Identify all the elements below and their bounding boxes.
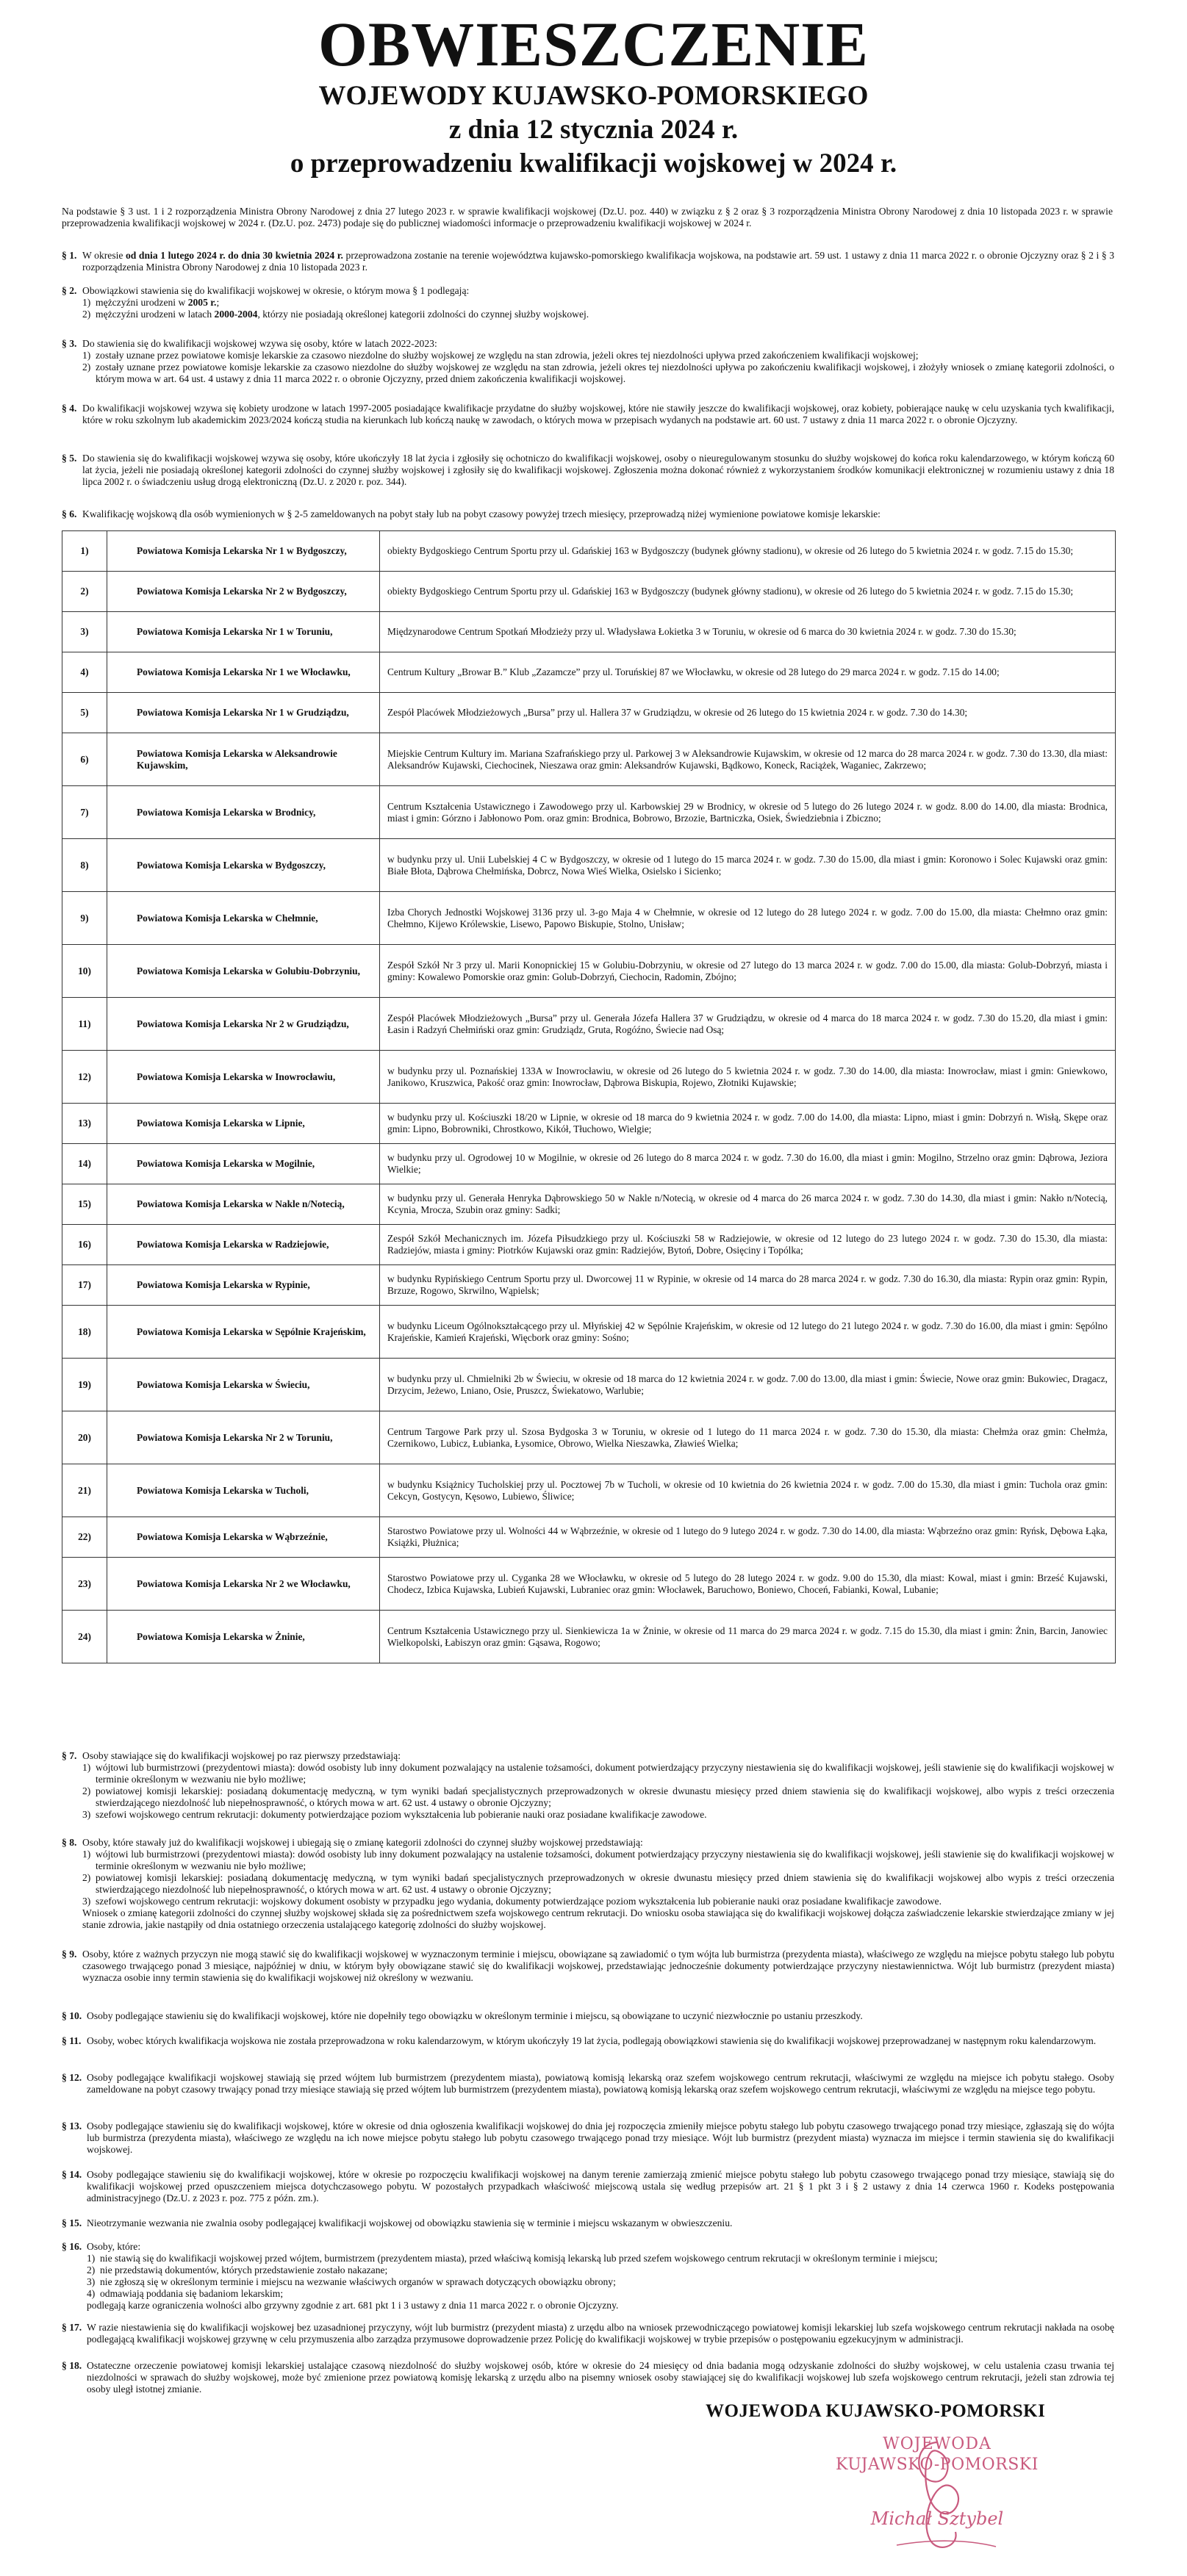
- commission-name: Powiatowa Komisja Lekarska w Brodnicy,: [107, 786, 380, 839]
- commission-name: Powiatowa Komisja Lekarska w Rypinie,: [107, 1265, 380, 1306]
- section-number: § 15.: [62, 2217, 82, 2228]
- row-number: 6): [62, 733, 107, 786]
- section-8: [62, 1837, 1114, 1931]
- table-row: [62, 1184, 1116, 1225]
- commission-location: Zespół Placówek Młodzieżowych „Bursa” przy ul. Generała Józefa Hallera 37 w Grudziądzu, w okresie od 4 marca do 18 marca 2024 r. w godz. 7.30 do 15.20, dla miast i gmin: Łasin i Radzyń Chełmiński oraz gmin: Grudziądz, Gruta, Rogóźno, Świecie nad Osą;: [380, 998, 1116, 1051]
- section-1: [62, 250, 1114, 273]
- section-number: § 9.: [62, 1949, 77, 1960]
- table-row: [62, 998, 1116, 1051]
- section-number: § 17.: [62, 2322, 82, 2333]
- section-6: [62, 508, 1114, 520]
- section-4: [62, 403, 1114, 426]
- table-row: [62, 1051, 1116, 1104]
- commission-name: Powiatowa Komisja Lekarska Nr 2 w Bydgoszczy,: [107, 572, 380, 612]
- commission-name: Powiatowa Komisja Lekarska w Wąbrzeźnie,: [107, 1517, 380, 1558]
- table-row: [62, 1411, 1116, 1464]
- commission-location: Centrum Kształcenia Ustawicznego przy ul. Sienkiewicza 1a w Żninie, w okresie od 11 marca do 29 marca 2024 r. w godz. 7.15 do 15.30, dla miast i gmin: Żnin, Barcin, Janowiec Wielkopolski, Łabiszyn oraz gmin: Gąsawa, Rogowo;: [380, 1611, 1116, 1663]
- section-number: § 12.: [62, 2072, 82, 2083]
- row-number: 5): [62, 693, 107, 733]
- section-5: [62, 453, 1114, 488]
- row-number: 7): [62, 786, 107, 839]
- row-number: 11): [62, 998, 107, 1051]
- section-text: Osoby, które:: [87, 2241, 141, 2252]
- row-number: 20): [62, 1411, 107, 1464]
- section-text: Osoby, które z ważnych przyczyn nie mogą stawić się do kwalifikacji wojskowej w wyznaczonym terminie i miejscu, obowiązane są zawiadomić o tym wójta lub burmistrza (prezydenta miasta), właściwego ze względu na miejsce pobytu stałego lub pobytu czasowego trwającego ponad 3 miesiące, najpóźniej w dniu, w którym były obowiązane stawić się do kwalifikacji wojskowej, przedstawiając jednocześnie dokumenty potwierdzające przyczyny niestawiennictwa. Wójt lub burmistrz (prezydent miasta) wyznacza osobie inny termin stawienia się do kwalifikacji wojskowej niż określony w wezwaniu.: [82, 1949, 1114, 1983]
- commission-location: w budynku przy ul. Poznańskiej 133A w Inowrocławiu, w okresie od 26 lutego do 5 kwietnia 2024 r. w godz. 7.30 do 14.00, dla miasta: Inowrocław, miast i gmin: Gniewkowo, Janikowo, Kruszwica, Pakość oraz gmin: Inowrocław, Dąbrowa Biskupia, Rojewo, Złotniki Kujawskie;: [380, 1051, 1116, 1104]
- list-item: 1) zostały uznane przez powiatowe komisje lekarskie za czasowo niezdolne do służby wojskowej ze względu na stan zdrowia, jeżeli okres tej niezdolności upływa przed zakończeniem kwalifikacji wojskowej;: [82, 350, 919, 361]
- section-text-bold: od dnia 1 lutego 2024 r. do dnia 30 kwietnia 2024 r.: [126, 250, 343, 261]
- table-row: [62, 1558, 1116, 1611]
- list-item: 4) odmawiają poddania się badaniom lekarskim;: [87, 2288, 284, 2299]
- row-number: 14): [62, 1144, 107, 1184]
- table-row: [62, 1611, 1116, 1663]
- signature-stamp: [827, 2429, 1047, 2576]
- table-row: [62, 733, 1116, 786]
- commission-name: Powiatowa Komisja Lekarska w Żninie,: [107, 1611, 380, 1663]
- list-item: 3) szefowi wojskowego centrum rekrutacji: wojskowy dokument osobisty w przypadku jego wydania, dokumenty potwierdzające poziom wykształcenia lub pobieranie nauki oraz posiadane kwalifikacje zawodowe.: [82, 1896, 942, 1907]
- section-number: § 10.: [62, 2010, 82, 2021]
- section-number: § 16.: [62, 2241, 82, 2252]
- row-number: 23): [62, 1558, 107, 1611]
- row-number: 15): [62, 1184, 107, 1225]
- commission-name: Powiatowa Komisja Lekarska Nr 2 w Toruniu,: [107, 1411, 380, 1464]
- section-number: § 13.: [62, 2120, 82, 2131]
- list-item: 2) mężczyźni urodzeni w latach 2000-2004, którzy nie posiadają określonej kategorii zdolności do czynnej służby wojskowej.: [82, 309, 589, 320]
- section-number: § 8.: [62, 1837, 77, 1848]
- issuer-line: WOJEWODY KUJAWSKO-POMORSKIEGO: [318, 81, 869, 111]
- row-number: 18): [62, 1306, 107, 1359]
- commission-location: w budynku przy ul. Generała Henryka Dąbrowskiego 50 w Nakle n/Notecią, w okresie od 4 marca do 26 marca 2024 r. w godz. 7.30 do 14.30, dla miast i gmin: Nakło n/Notecią, Kcynia, Mrocza, Szubin oraz gminy: Sadki;: [380, 1184, 1116, 1225]
- table-row: [62, 1517, 1116, 1558]
- table-row: [62, 1104, 1116, 1144]
- commission-location: w budynku Liceum Ogólnokształcącego przy ul. Młyńskiej 42 w Sępólnie Krajeńskim, w okresie od 12 lutego do 21 lutego 2024 r. w godz. 7.30 do 16.00, dla miast i gmin: Sępólno Krajeńskie, Kamień Krajeński, Więcbork oraz gminy: Sośno;: [380, 1306, 1116, 1359]
- commission-name: Powiatowa Komisja Lekarska Nr 2 we Włocławku,: [107, 1558, 380, 1611]
- section-number: § 5.: [62, 453, 77, 464]
- section-text: Do stawienia się do kwalifikacji wojskowej wzywa się osoby, które w latach 2022-2023:: [82, 338, 437, 349]
- stamp-line-2: KUJAWSKO-POMORSKI: [836, 2456, 1039, 2474]
- document-title: OBWIESZCZENIE: [318, 9, 869, 79]
- commission-location: w budynku Rypińskiego Centrum Sportu przy ul. Dworcowej 11 w Rypinie, w okresie od 14 marca do 28 marca 2024 r. w godz. 7.30 do 16.30, dla miasta: Rypin oraz gmin: Rypin, Brzuze, Rogowo, Skrwilno, Wąpielsk;: [380, 1265, 1116, 1306]
- section-text: Osoby podlegające stawieniu się do kwalifikacji wojskowej, które w okresie po rozpoczęciu kwalifikacji wojskowej na danym terenie zamierzają zmienić miejsce pobytu stałego lub pobytu czasowego trwającego ponad trzy miesiące, stawiają się do kwalifikacji wojskowej przed opuszczeniem miejsca dotychczasowego pobytu. W pozostałych przypadkach właściwość miejscową ustala się według przepisów art. 21 § 1 pkt 3 i § 2 ustawy z dnia 14 czerwca 1960 r. Kodeks postępowania administracyjnego (Dz.U. z 2023 r. poz. 775 z późn. zm.).: [87, 2169, 1114, 2203]
- table-row: [62, 786, 1116, 839]
- commission-name: Powiatowa Komisja Lekarska Nr 1 w Grudziądzu,: [107, 693, 380, 733]
- commission-location: Starostwo Powiatowe przy ul. Wolności 44 w Wąbrzeźnie, w okresie od 1 lutego do 9 lutego 2024 r. w godz. 7.30 do 14.00, dla miasta: Wąbrzeźno oraz gmin: Ryńsk, Dębowa Łąka, Książki, Płużnica;: [380, 1517, 1116, 1558]
- commission-location: w budynku przy ul. Ogrodowej 10 w Mogilnie, w okresie od 26 lutego do 8 marca 2024 r. w godz. 7.30 do 16.00, dla miast i gmin: Mogilno, Strzelno oraz gmin: Dąbrowa, Jeziora Wielkie;: [380, 1144, 1116, 1184]
- table-row: [62, 1306, 1116, 1359]
- section-number: § 1.: [62, 250, 77, 261]
- commission-location: w budynku przy ul. Unii Lubelskiej 4 C w Bydgoszczy, w okresie od 1 lutego do 15 marca 2024 r. w godz. 7.30 do 15.00, dla miast i gmin: Koronowo i Solec Kujawski oraz gmin: Białe Błota, Dąbrowa Chełmińska, Dobrcz, Nowa Wieś Wielka, Osielsko i Sicienko;: [380, 839, 1116, 892]
- commission-name: Powiatowa Komisja Lekarska Nr 1 we Włocławku,: [107, 652, 380, 693]
- section-text: podlegają karze ograniczenia wolności albo grzywny zgodnie z art. 681 pkt 1 i 3 ustawy z dnia 11 marca 2022 r. o obronie Ojczyzny.: [87, 2300, 619, 2311]
- section-number: § 7.: [62, 1750, 77, 1761]
- section-text: Wniosek o zmianę kategorii zdolności do czynnej służby wojskowej składa się za pośrednictwem szefa wojskowego centrum rekrutacji. Do wniosku osoba stawiająca się do kwalifikacji wojskowej dołącza zaświadczenie lekarskie stwierdzające zmiany w jej stanie zdrowia, jakie nastąpiły od dnia ostatniego orzeczenia ustalającego kategorię zdolności do służby wojskowej.: [82, 1907, 1114, 1930]
- commission-name: Powiatowa Komisja Lekarska w Aleksandrowie Kujawskim,: [107, 733, 380, 786]
- commission-name: Powiatowa Komisja Lekarska w Świeciu,: [107, 1359, 380, 1411]
- date-line: z dnia 12 stycznia 2024 r.: [448, 115, 739, 145]
- table-row: [62, 612, 1116, 652]
- row-number: 21): [62, 1464, 107, 1517]
- commission-name: Powiatowa Komisja Lekarska w Nakle n/Notecią,: [107, 1184, 380, 1225]
- commission-name: Powiatowa Komisja Lekarska Nr 1 w Toruniu,: [107, 612, 380, 652]
- section-text: Nieotrzymanie wezwania nie zwalnia osoby podlegającej kwalifikacji wojskowej od obowiązku stawienia się w terminie i miejscu wskazanym w obwieszczeniu.: [87, 2217, 733, 2228]
- row-number: 9): [62, 892, 107, 945]
- row-number: 8): [62, 839, 107, 892]
- list-item: 2) nie przedstawią dokumentów, których przedstawienie zostało nakazane;: [87, 2264, 388, 2275]
- commission-location: w budynku przy ul. Chmielniki 2b w Świeciu, w okresie od 18 marca do 12 kwietnia 2024 r. w godz. 7.00 do 13.00, dla miast i gmin: Świecie, Nowe oraz gmin: Bukowiec, Dragacz, Drzycim, Jeżewo, Lniano, Osie, Pruszcz, Świekatowo, Warlubie;: [380, 1359, 1116, 1411]
- commission-name: Powiatowa Komisja Lekarska w Mogilnie,: [107, 1144, 380, 1184]
- section-16: [62, 2241, 1114, 2311]
- stamp-line-1: WOJEWODA: [883, 2435, 991, 2453]
- commission-location: Izba Chorych Jednostki Wojskowej 3136 przy ul. 3-go Maja 4 w Chełmnie, w okresie od 12 lutego do 28 lutego 2024 r. w godz. 7.00 do 15.00, dla miasta: Chełmno oraz gmin: Chełmno, Kijewo Królewskie, Lisewo, Papowo Biskupie, Stolno, Unisław;: [380, 892, 1116, 945]
- signatory-title: WOJEWODA KUJAWSKO-POMORSKI: [706, 2401, 1046, 2421]
- commission-name: Powiatowa Komisja Lekarska w Bydgoszczy,: [107, 839, 380, 892]
- commission-location: Centrum Targowe Park przy ul. Szosa Bydgoska 3 w Toruniu, w okresie od 1 lutego do 11 marca 2024 r. w godz. 7.30 do 15.30, dla miasta: Chełmża oraz gmin: Chełmża, Czernikowo, Lubicz, Łubianka, Łysomice, Obrowo, Wielka Nieszawka, Zławieś Wielka;: [380, 1411, 1116, 1464]
- section-11: [62, 2035, 1114, 2047]
- commission-name: Powiatowa Komisja Lekarska w Sępólnie Krajeńskim,: [107, 1306, 380, 1359]
- legal-basis-paragraph: Na podstawie § 3 ust. 1 i 2 rozporządzenia Ministra Obrony Narodowej z dnia 27 lutego 2023 r. w sprawie kwalifikacji wojskowej (Dz.U. poz. 440) w związku z § 2 oraz § 3 rozporządzenia Ministra Obrony Narodowej z dnia 10 listopada 2023 r. w sprawie przeprowadzenia kwalifikacji wojskowej w 2024 r. (Dz.U. poz. 2473) podaje się do publicznej wiadomości informacje o przeprowadzeniu kwalifikacji wojskowej w 2024 r.: [62, 206, 1113, 229]
- section-text: Osoby stawiające się do kwalifikacji wojskowej po raz pierwszy przedstawiają:: [82, 1750, 401, 1761]
- row-number: 3): [62, 612, 107, 652]
- table-row: [62, 1225, 1116, 1265]
- section-text: Ostateczne orzeczenie powiatowej komisji lekarskiej ustalające czasową niezdolność do służby wojskowej osób, które w okresie do 24 miesięcy od dnia badania mogą odzyskanie zdolności do służby wojskowej, w celu ustalenia czasu trwania tej niezdolności w sprawach do służby wojskowej, może być zmienione przez powiatową komisję lekarską z urzędu albo na pisemny wniosek osoby stawiającej się do kwalifikacji wojskowej lub szefa wojskowego centrum rekrutacji, jeżeli stan zdrowia tej osoby uległ istotnej zmianie.: [87, 2360, 1114, 2395]
- table-row: [62, 572, 1116, 612]
- commission-name: Powiatowa Komisja Lekarska w Tucholi,: [107, 1464, 380, 1517]
- section-number: § 4.: [62, 403, 77, 414]
- commission-name: Powiatowa Komisja Lekarska Nr 1 w Bydgoszczy,: [107, 531, 380, 572]
- table-row: [62, 839, 1116, 892]
- commission-location: obiekty Bydgoskiego Centrum Sportu przy ul. Gdańskiej 163 w Bydgoszczy (budynek główny stadionu), w okresie od 26 lutego do 5 kwietnia 2024 r. w godz. 7.15 do 15.30;: [380, 531, 1116, 572]
- list-item: 2) powiatowej komisji lekarskiej: posiadaną dokumentację medyczną, w tym wyniki badań specjalistycznych przeprowadzonych w okresie dwunastu miesięcy przed dniem stawienia się do kwalifikacji wojskowej albo wypis z treści orzeczenia stwierdzającego niezdolność lub niepełnosprawność, o których mowa w art. 62 ust. 4 ustawy o obronie Ojczyzny;: [82, 1872, 1114, 1895]
- section-7: [62, 1750, 1114, 1821]
- row-number: 2): [62, 572, 107, 612]
- table-row: [62, 1464, 1116, 1517]
- list-item: 3) szefowi wojskowego centrum rekrutacji: dokumenty potwierdzające poziom wykształcenia lub pobieranie nauki oraz posiadane kwalifikacje zawodowe.: [82, 1809, 707, 1820]
- row-number: 19): [62, 1359, 107, 1411]
- section-number: § 2.: [62, 285, 77, 296]
- section-number: § 3.: [62, 338, 77, 349]
- section-3: [62, 338, 1114, 385]
- row-number: 13): [62, 1104, 107, 1144]
- row-number: 4): [62, 652, 107, 693]
- section-9: [62, 1949, 1114, 1984]
- commission-location: Centrum Kultury „Browar B.” Klub „Zazamcze” przy ul. Toruńskiej 87 we Włocławku, w okresie od 28 lutego do 29 marca 2024 r. w godz. 7.15 do 14.00;: [380, 652, 1116, 693]
- commission-location: w budynku Książnicy Tucholskiej przy ul. Pocztowej 7b w Tucholi, w okresie od 10 kwietnia do 26 kwietnia 2024 r. w godz. 7.00 do 15.30, dla miast i gmin: Tuchola oraz gmin: Cekcyn, Gostycyn, Kęsowo, Lubiewo, Śliwice;: [380, 1464, 1116, 1517]
- list-item: 1) mężczyźni urodzeni w 2005 r.;: [82, 297, 220, 308]
- row-number: 22): [62, 1517, 107, 1558]
- commission-name: Powiatowa Komisja Lekarska w Inowrocławiu,: [107, 1051, 380, 1104]
- commission-location: Zespół Szkół Mechanicznych im. Józefa Piłsudzkiego przy ul. Kościuszki 58 w Radziejowie, w okresie od 12 lutego do 23 lutego 2024 r. w godz. 7.30 do 15.30, dla miasta: Radziejów, miasta i gminy: Piotrków Kujawski oraz gmin: Radziejów, Bytoń, Dobre, Osięciny i Topólka;: [380, 1225, 1116, 1265]
- table-row: [62, 1359, 1116, 1411]
- table-row: [62, 1265, 1116, 1306]
- table-row: [62, 531, 1116, 572]
- section-14: [62, 2169, 1114, 2204]
- table-row: [62, 652, 1116, 693]
- commission-location: Miejskie Centrum Kultury im. Mariana Szafrańskiego przy ul. Parkowej 3 w Aleksandrowie Kujawskim, w okresie od 12 marca do 28 marca 2024 r. w godz. 7.30 do 13.30, dla miast: Aleksandrów Kujawski, Ciechocinek, Nieszawa oraz gmin: Aleksandrów Kujawski, Bądkowo, Koneck, Raciążek, Waganiec, Zakrzewo;: [380, 733, 1116, 786]
- row-number: 24): [62, 1611, 107, 1663]
- section-text: Osoby podlegające stawieniu się do kwalifikacji wojskowej, które w okresie od dnia ogłoszenia kwalifikacji wojskowej do dnia jej rozpoczęcia zmieniły miejsce pobytu stałego lub pobytu czasowego trwającego ponad trzy miesiące, zgłaszają się do wójta lub burmistrza (prezydenta miasta), właściwego ze względu na ich nowe miejsce pobytu stałego lub pobytu czasowego trwającego ponad trzy miesiące. Wójt lub burmistrz (prezydent miasta) wyznacza im miejsce i termin stawienia się do kwalifikacji wojskowej.: [87, 2120, 1114, 2155]
- commission-name: Powiatowa Komisja Lekarska w Chełmnie,: [107, 892, 380, 945]
- section-10: [62, 2010, 1114, 2022]
- row-number: 10): [62, 945, 107, 998]
- commission-name: Powiatowa Komisja Lekarska w Lipnie,: [107, 1104, 380, 1144]
- commission-location: w budynku przy ul. Kościuszki 18/20 w Lipnie, w okresie od 18 marca do 9 kwietnia 2024 r. w godz. 7.00 do 14.00, dla miasta: Lipno, miast i gmin: Dobrzyń n. Wisłą, Skępe oraz gmin: Lipno, Bobrowniki, Chrostkowo, Kikół, Tłuchowo, Wielgie;: [380, 1104, 1116, 1144]
- section-text: Kwalifikację wojskową dla osób wymienionych w § 2-5 zameldowanych na pobyt stały lub na pobyt czasowy powyżej trzech miesięcy, przeprowadzą niżej wymienione powiatowe komisje lekarskie:: [82, 508, 881, 519]
- section-text: przeprowadzona zostanie na terenie województwa kujawsko-pomorskiego kwalifikacja wojskowa, na podstawie art. 59 ust. 1 ustawy z dnia 11 marca 2022 r. o obronie Ojczyzny oraz § 2 i § 3 rozporządzenia Ministra Obrony Narodowej z dnia 10 listopada 2023 r.: [82, 250, 1114, 273]
- section-number: § 14.: [62, 2169, 82, 2180]
- row-number: 17): [62, 1265, 107, 1306]
- list-item: 1) nie stawią się do kwalifikacji wojskowej przed wójtem, burmistrzem (prezydentem miasta), przed właściwą komisją lekarską lub przed szefem wojskowego centrum rekrutacji w określonym terminie i miejscu;: [87, 2253, 938, 2264]
- section-text: Osoby, które stawały już do kwalifikacji wojskowej i ubiegają się o zmianę kategorii zdolności do czynnej służby wojskowej przedstawiają:: [82, 1837, 643, 1848]
- list-item: 2) zostały uznane przez powiatowe komisje lekarskie za czasowo niezdolne do służby wojskowej ze względu na stan zdrowia, jeżeli okres tej niezdolności upływa po zakończeniu kwalifikacji wojskowej, i złożyły wniosek o zmianę kategorii zdolności, o którym mowa w art. 64 ust. 4 ustawy z dnia 11 marca 2022 r. o obronie Ojczyzny, przed dniem zakończenia kwalifikacji wojskowej.: [82, 361, 1114, 384]
- row-number: 1): [62, 531, 107, 572]
- commission-location: Starostwo Powiatowe przy ul. Cyganka 28 we Włocławku, w okresie od 5 lutego do 28 lutego 2024 r. w godz. 9.00 do 15.30, dla miast: Kowal, miast i gmin: Brześć Kujawski, Chodecz, Izbica Kujawska, Lubień Kujawski, Lubraniec oraz gmin: Włocławek, Baruchowo, Boniewo, Choceń, Fabianki, Kowal, Lubanie;: [380, 1558, 1116, 1611]
- subject-line: o przeprowadzeniu kwalifikacji wojskowej w 2024 r.: [290, 148, 897, 179]
- section-2: [62, 285, 1114, 320]
- section-12: [62, 2072, 1114, 2095]
- section-18: [62, 2360, 1114, 2395]
- commission-name: Powiatowa Komisja Lekarska Nr 2 w Grudziądzu,: [107, 998, 380, 1051]
- commission-name: Powiatowa Komisja Lekarska w Golubiu-Dobrzyniu,: [107, 945, 380, 998]
- commission-location: Międzynarodowe Centrum Spotkań Młodzieży przy ul. Władysława Łokietka 3 w Toruniu, w okresie od 6 marca do 30 kwietnia 2024 r. w godz. 7.30 do 15.30;: [380, 612, 1116, 652]
- section-17: [62, 2322, 1114, 2345]
- row-number: 16): [62, 1225, 107, 1265]
- section-text: Obowiązkowi stawienia się do kwalifikacji wojskowej w okresie, o którym mowa § 1 podlegają:: [82, 285, 470, 296]
- section-number: § 11.: [62, 2035, 82, 2046]
- commission-location: Centrum Kształcenia Ustawicznego i Zawodowego przy ul. Karbowskiej 29 w Brodnicy, w okresie od 5 lutego do 26 lutego 2024 r. w godz. 8.00 do 14.00, dla miasta: Brodnica, miast i gmin: Górzno i Jabłonowo Pom. oraz gmin: Brodnica, Bobrowo, Brzozie, Bartniczka, Osiek, Świedziebnia i Zbiczno;: [380, 786, 1116, 839]
- section-text: W razie niestawienia się do kwalifikacji wojskowej bez uzasadnionej przyczyny, wójt lub burmistrz (prezydent miasta) z urzędu albo na wniosek przewodniczącego powiatowej komisji lekarskiej lub szefa wojskowego centrum rekrutacji nakłada na osobę podlegającą kwalifikacji wojskowej grzywnę w celu przymuszenia albo zarządza przymusowe doprowadzenie przez Policję do kwalifikacji wojskowej w trybie przepisów o postępowaniu egzekucyjnym w administracji.: [87, 2322, 1114, 2345]
- commission-name: Powiatowa Komisja Lekarska w Radziejowie,: [107, 1225, 380, 1265]
- list-item: 1) wójtowi lub burmistrzowi (prezydentowi miasta): dowód osobisty lub inny dokument pozwalający na ustalenie tożsamości, dokument potwierdzający przyczyny niestawienia się do kwalifikacji wojskowej, jeśli stawienie się do kwalifikacji wojskowej w terminie określonym w wezwaniu nie było możliwe;: [82, 1762, 1114, 1785]
- stamp-signature-name: Michał Sztybel: [870, 2508, 1004, 2529]
- table-row: [62, 693, 1116, 733]
- list-item: 1) wójtowi lub burmistrzowi (prezydentowi miasta): dowód osobisty lub inny dokument pozwalający na ustalenie tożsamości, dokument potwierdzający przyczyny niestawienia się do kwalifikacji wojskowej, jeśli stawienie się do kwalifikacji wojskowej w terminie określonym w wezwaniu nie było możliwe;: [82, 1849, 1114, 1871]
- row-number: 12): [62, 1051, 107, 1104]
- commission-location: obiekty Bydgoskiego Centrum Sportu przy ul. Gdańskiej 163 w Bydgoszczy (budynek główny stadionu), w okresie od 26 lutego do 5 kwietnia 2024 r. w godz. 7.15 do 15.30;: [380, 572, 1116, 612]
- section-15: [62, 2217, 1114, 2229]
- section-text: W okresie: [82, 250, 126, 261]
- section-number: § 18.: [62, 2360, 82, 2371]
- commission-location: Zespół Placówek Młodzieżowych „Bursa” przy ul. Hallera 37 w Grudziądzu, w okresie od 26 lutego do 15 kwietnia 2024 r. w godz. 7.30 do 14.30;: [380, 693, 1116, 733]
- section-13: [62, 2120, 1114, 2156]
- list-item: 2) powiatowej komisji lekarskiej: posiadaną dokumentację medyczną, w tym wyniki badań specjalistycznych przeprowadzonych w okresie dwunastu miesięcy przed dniem stawienia się do kwalifikacji wojskowej, albo wypis z treści orzeczenia stwierdzającego niezdolność lub niepełnosprawność, o których mowa w art. 62 ust. 4 ustawy o obronie Ojczyzny;: [82, 1785, 1114, 1808]
- list-item: 3) nie zgłoszą się w określonym terminie i miejscu na wezwanie właściwych organów w sprawach dotyczących obowiązku obrony;: [87, 2276, 616, 2287]
- table-row: [62, 945, 1116, 998]
- section-text: Osoby podlegające stawieniu się do kwalifikacji wojskowej, które nie dopełniły tego obowiązku w określonym terminie i miejscu, są obowiązane to uczynić niezwłocznie po ustaniu przeszkody.: [87, 2010, 863, 2021]
- commissions-table: [62, 530, 1116, 1663]
- section-text: Do stawienia się do kwalifikacji wojskowej wzywa się osoby, które ukończyły 18 lat życia i zgłosiły się ochotniczo do kwalifikacji wojskowej, osoby o nieuregulowanym stosunku do służby wojskowej do końca roku kalendarzowego, w którym kończą 60 lat życia, jeżeli nie posiadają określonej kategorii zdolności do czynnej służby wojskowej i zgłosiły się do kwalifikacji wojskowej. Zgłoszenia można dokonać również z wykorzystaniem środków komunikacji elektronicznej w rozumieniu ustawy z dnia 18 lipca 2002 r. o świadczeniu usług drogą elektroniczną (Dz.U. z 2020 r. poz. 344).: [82, 453, 1114, 487]
- table-row: [62, 1144, 1116, 1184]
- commission-location: Zespół Szkół Nr 3 przy ul. Marii Konopnickiej 15 w Golubiu-Dobrzyniu, w okresie od 27 lutego do 13 marca 2024 r. w godz. 7.00 do 15.00, dla miasta: Golub-Dobrzyń, miasta i gminy: Kowalewo Pomorskie oraz gmin: Golub-Dobrzyń, Ciechocin, Radomin, Zbójno;: [380, 945, 1116, 998]
- section-text: Osoby, wobec których kwalifikacja wojskowa nie została przeprowadzona w roku kalendarzowym, w którym ukończyły 19 lat życia, podlegają obowiązkowi stawienia się do kwalifikacji wojskowej przeprowadzanej w następnym roku kalendarzowym.: [87, 2035, 1097, 2046]
- section-text: Do kwalifikacji wojskowej wzywa się kobiety urodzone w latach 1997-2005 posiadające kwalifikacje przydatne do służby wojskowej, które nie stawiły jeszcze do kwalifikacji wojskowej, oraz kobiety, pobierające naukę w celu uzyskania tych kwalifikacji, które w roku szkolnym lub akademickim 2023/2024 kończą studia na kierunkach lub kończą naukę w zawodach, o których mowa w przepisach wydanych na podstawie art. 60 ust. 7 ustawy z dnia 11 marca 2022 r. o obronie Ojczyzny.: [82, 403, 1114, 425]
- section-text: Osoby podlegające kwalifikacji wojskowej stawiają się przed wójtem lub burmistrzem (prezydentem miasta), powiatową komisją lekarską oraz szefem wojskowego centrum rekrutacji, właściwymi ze względu na miejsce ich pobytu stałego. Osoby zameldowane na pobyt czasowy trwający ponad trzy miesiące stawiają się przed wójtem lub burmistrzem (prezydentem miasta), powiatową komisją lekarską oraz szefem wojskowego centrum rekrutacji, właściwymi ze względu na miejsce tego pobytu.: [87, 2072, 1114, 2095]
- table-row: [62, 892, 1116, 945]
- section-number: § 6.: [62, 508, 77, 519]
